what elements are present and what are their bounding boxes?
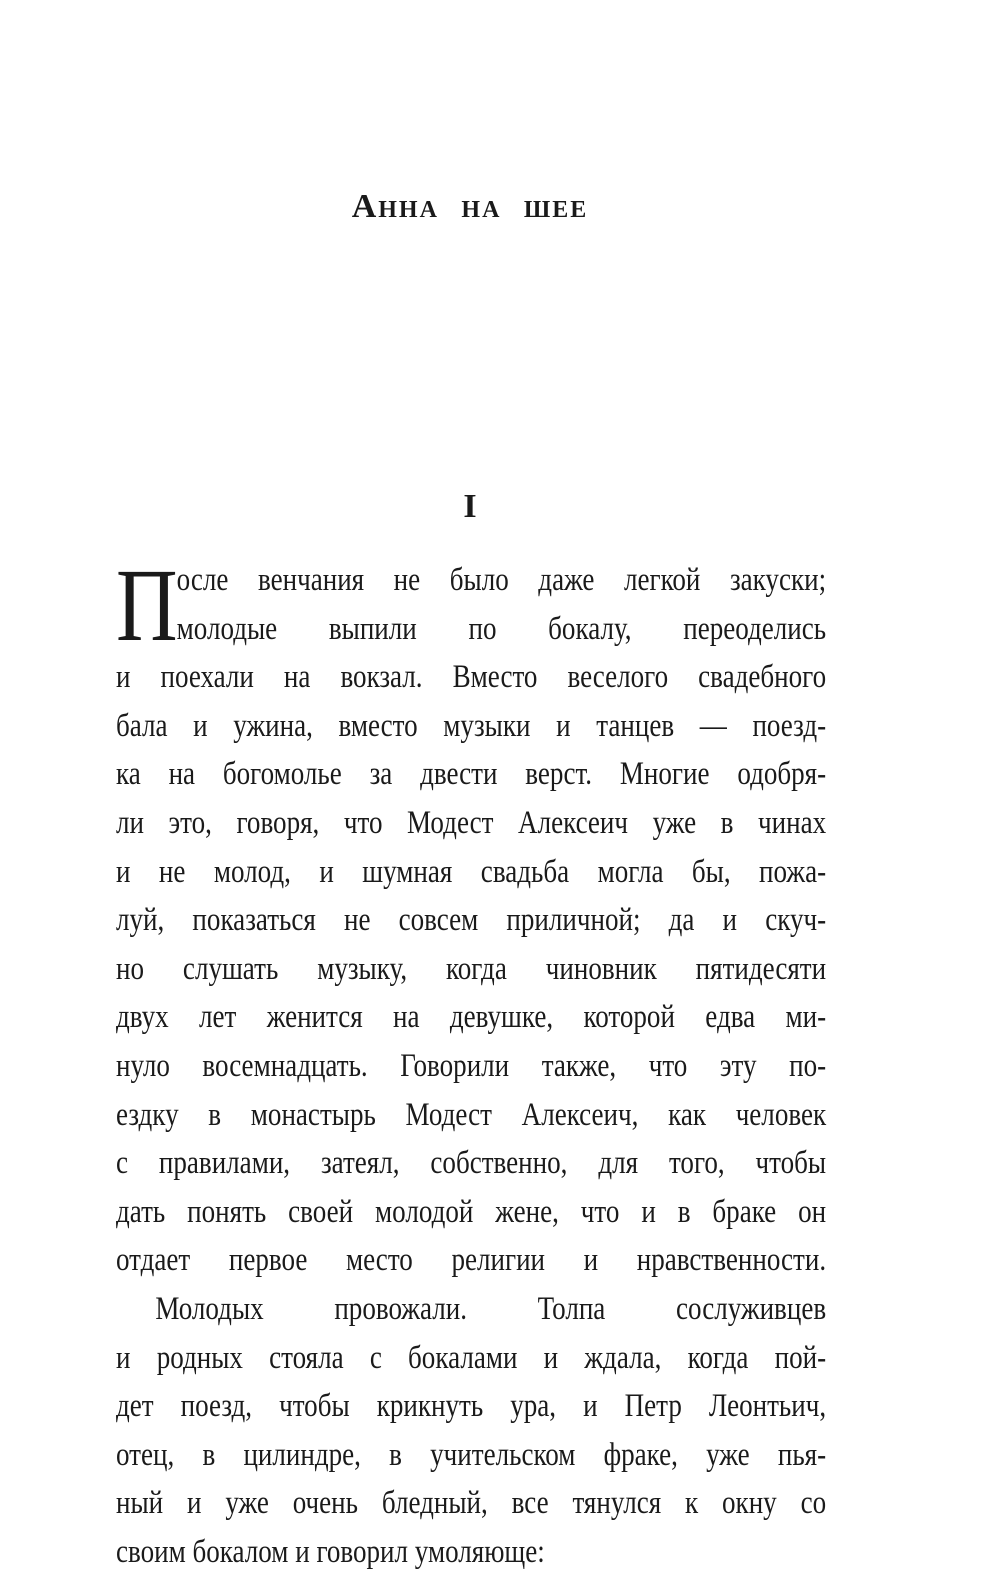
text-line: и родных стояла с бокалами и ждала, когда пой- [116,1339,827,1376]
paragraph-2 [116,1285,826,1577]
text-line: двух лет женится на девушке, которой едва ми- [116,999,827,1036]
text-line: бала и ужина, вместо музыки и танцев — поезд- [116,707,827,744]
text-line: осле венчания не было даже легкой закуски; [176,562,827,598]
text-line: и не молод, и шумная свадьба могла бы, пожа- [116,853,827,890]
text-line: дет поезд, чтобы крикнуть ура, и Петр Леонтьич, [116,1388,827,1425]
text-line: своим бокалом и говорил умоляюще: [116,1533,545,1570]
body-text [116,548,827,1576]
story-title: Анна на шее [351,188,589,225]
text-line: но слушать музыку, когда чиновник пятидесяти [116,950,827,987]
text-line: отец, в цилиндре, в учительском фраке, уже пья- [116,1436,827,1473]
drop-cap: П [116,548,178,663]
text-line: отдает первое место религии и нравственности. [116,1242,827,1279]
chapter-number: I [463,488,477,525]
text-line: луй, показаться не совсем приличной; да и скуч- [116,902,827,939]
text-line: и поехали на вокзал. Вместо веселого свадебного [116,659,827,696]
text-line: ли это, говоря, что Модест Алексеич уже в чинах [116,804,827,841]
text-line: молодые выпили по бокалу, переоделись [176,610,827,647]
text-line: дать понять своей молодой жене, что и в браке он [116,1193,827,1230]
text-line: ный и уже очень бледный, все тянулся к окну со [116,1485,827,1522]
text-line: ка на богомолье за двести верст. Многие одобря- [116,756,827,793]
text-line: Молодых провожали. Толпа сослуживцев [155,1290,827,1327]
text-line: с правилами, затеял, собственно, для того, чтобы [116,1145,827,1182]
text-line: ездку в монастырь Модест Алексеич, как человек [116,1096,827,1133]
paragraph-1 [116,548,827,1285]
text-line: нуло восемнадцать. Говорили также, что эту по- [116,1047,827,1084]
